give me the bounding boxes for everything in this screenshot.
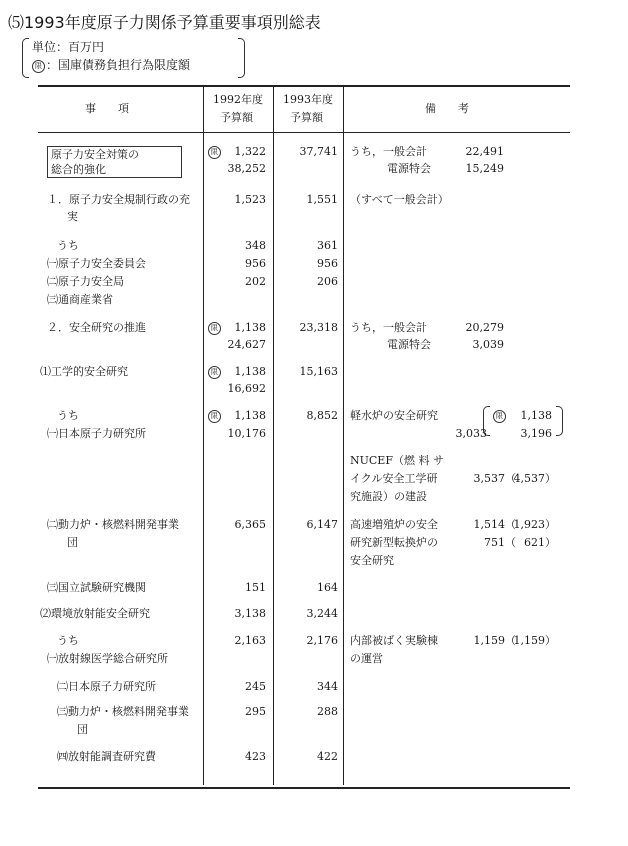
units-line-2 (32, 56, 190, 74)
row-1-note: （すべて一般会計） (350, 193, 449, 206)
row-8-note-limit: 1,138 (520, 409, 552, 422)
row-9-note-line3: 究施設）の建設 (350, 490, 427, 503)
header-1992-line1: 1992年度 (213, 93, 263, 106)
row-6-1992: 24,627 (227, 338, 266, 351)
row-15-1993: 288 (317, 705, 338, 718)
row-8-1992: 10,176 (227, 427, 266, 440)
row-3-1993: 956 (317, 257, 338, 270)
row-6-1992-limit: 1,138 (234, 321, 266, 334)
row-8-1992-limit: 1,138 (234, 409, 266, 422)
header-notes: 備 考 (425, 102, 469, 115)
row-4-1993: 206 (317, 275, 338, 288)
row-0-limit-icon: 限 (208, 144, 222, 159)
row-6-note2-val: 3,039 (472, 338, 504, 351)
row-8-label-line2: ㈠日本原子力研究所 (47, 427, 146, 440)
row-10-label-line1: ㈡動力炉・核燃料開発事業 (47, 518, 179, 531)
row-6-note2: 電源特会 (387, 338, 431, 351)
row-6-label: ２．安全研究の推進 (47, 321, 146, 334)
row-6-note1: うち，一般会計 (350, 321, 427, 334)
row-15-1992: 295 (245, 705, 266, 718)
row-3-1992: 956 (245, 257, 266, 270)
row-12-label: ⑵環境放射能安全研究 (40, 607, 150, 620)
header-divider (38, 132, 570, 133)
row-11-1992: 151 (245, 581, 266, 594)
row-12-1993: 3,244 (306, 607, 338, 620)
units-bracket-left (22, 38, 29, 78)
header-1993-line1: 1993年度 (283, 93, 333, 106)
row-0-note1: うち，一般会計 (350, 145, 427, 158)
row-9-note-line2: イクル安全工学研 (350, 472, 438, 485)
row-10-note2-val2: 621） (524, 536, 556, 549)
row-0-note2: 電源特会 (387, 162, 431, 175)
row-14-1993: 344 (317, 680, 338, 693)
header-1993-line2: 予算額 (290, 111, 323, 124)
row-1-1993: 1,551 (306, 193, 338, 206)
row-6-limit-icon: 限 (208, 320, 222, 335)
row-5-label: ㈢通商産業省 (47, 293, 113, 306)
row-13-note-val: 1,159（ (473, 634, 516, 647)
row-8-note: 軽水炉の安全研究 (350, 409, 438, 422)
header-item: 事 項 (85, 102, 129, 115)
row-7-1992-limit: 1,138 (234, 365, 266, 378)
row-7-limit-icon: 限 (208, 364, 222, 379)
row-8-note-limit-icon: 限 (493, 408, 507, 423)
row-8-note-val: 3,033 (455, 427, 487, 440)
row-11-1993: 164 (317, 581, 338, 594)
row-0-1992-limit: 1,322 (234, 145, 266, 158)
units-line-2-text: ：国庫債務負担行為限度額 (46, 58, 191, 72)
row-0-label-line2: 総合的強化 (51, 163, 106, 176)
row-9-note-val2: 4,537） (513, 472, 556, 485)
header-1992-line2: 予算額 (220, 111, 253, 124)
row-10-1992: 6,365 (234, 518, 266, 531)
row-16-1992: 423 (245, 750, 266, 763)
row-2-1993: 361 (317, 239, 338, 252)
row-13-note-line2: の運営 (350, 652, 383, 665)
row-0-label-line1: 原子力安全対策の (51, 148, 139, 161)
row-13-1992: 2,163 (234, 634, 266, 647)
row-7-1993: 15,163 (299, 365, 338, 378)
row-14-label: ㈡日本原子力研究所 (57, 680, 156, 693)
row-9-note-val: 3,537（ (473, 472, 516, 485)
row-1-label-line1: １．原子力安全規制行政の充 (47, 193, 190, 206)
row-12-1992: 3,138 (234, 607, 266, 620)
row-0-1992: 38,252 (227, 162, 266, 175)
row-6-1993: 23,318 (299, 321, 338, 334)
row-2-1992: 348 (245, 239, 266, 252)
row-13-1993: 2,176 (306, 634, 338, 647)
row-8-label-line1: うち (57, 409, 79, 422)
row-13-label-line1: うち (57, 634, 79, 647)
row-10-1993: 6,147 (306, 518, 338, 531)
row-6-note1-val: 20,279 (465, 321, 504, 334)
row-10-label-line2: 団 (67, 536, 78, 549)
row-13-label-line2: ㈠放射線医学総合研究所 (47, 652, 168, 665)
column-divider-3 (343, 87, 344, 785)
row-8-note-bracket-right (556, 406, 563, 436)
row-10-note1-val: 1,514（ (473, 518, 516, 531)
row-10-note2-val: 751（ (484, 536, 516, 549)
row-13-note-line1: 内部被ばく実験棟 (350, 634, 438, 647)
units-bracket-right (238, 38, 245, 78)
row-7-1992: 16,692 (227, 382, 266, 395)
page-title: ⑸1993年度原子力関係予算重要事項別総表 (8, 13, 321, 32)
row-1-1992: 1,523 (234, 193, 266, 206)
units-note (32, 38, 190, 74)
row-10-note-line3: 安全研究 (350, 554, 394, 567)
limit-symbol-icon: 限 (32, 60, 45, 73)
column-divider-1 (203, 87, 204, 785)
row-9-note-line1: NUCEF（燃 料 サ (350, 454, 444, 467)
row-10-note1-val2: 1,923） (513, 518, 556, 531)
row-13-note-val2: 1,159） (513, 634, 556, 647)
row-4-label: ㈡原子力安全局 (47, 275, 124, 288)
row-8-limit-icon: 限 (208, 408, 222, 423)
row-15-label-line1: ㈢動力炉・核燃料開発事業 (57, 705, 189, 718)
row-15-label-line2: 団 (77, 723, 88, 736)
units-line-1: 単位：百万円 (32, 40, 105, 54)
row-0-1993: 37,741 (299, 145, 338, 158)
row-11-label: ㈢国立試験研究機関 (47, 581, 146, 594)
row-1-label-line2: 実 (67, 210, 78, 223)
row-0-label-box (47, 146, 182, 178)
row-14-1992: 245 (245, 680, 266, 693)
row-16-label: ㈣放射能調査研究費 (57, 750, 156, 763)
row-2-label: うち (57, 239, 79, 252)
row-10-note-line2: 研究新型転換炉の (350, 536, 438, 549)
column-divider-2 (273, 87, 274, 785)
row-0-note1-val: 22,491 (465, 145, 504, 158)
row-7-label: ⑴工学的安全研究 (40, 365, 128, 378)
row-0-note2-val: 15,249 (465, 162, 504, 175)
row-8-1993: 8,852 (306, 409, 338, 422)
row-4-1992: 202 (245, 275, 266, 288)
row-10-note-line1: 高速増殖炉の安全 (350, 518, 438, 531)
row-16-1993: 422 (317, 750, 338, 763)
row-8-note-val2: 3,196 (520, 427, 552, 440)
row-3-label: ㈠原子力安全委員会 (47, 257, 146, 270)
